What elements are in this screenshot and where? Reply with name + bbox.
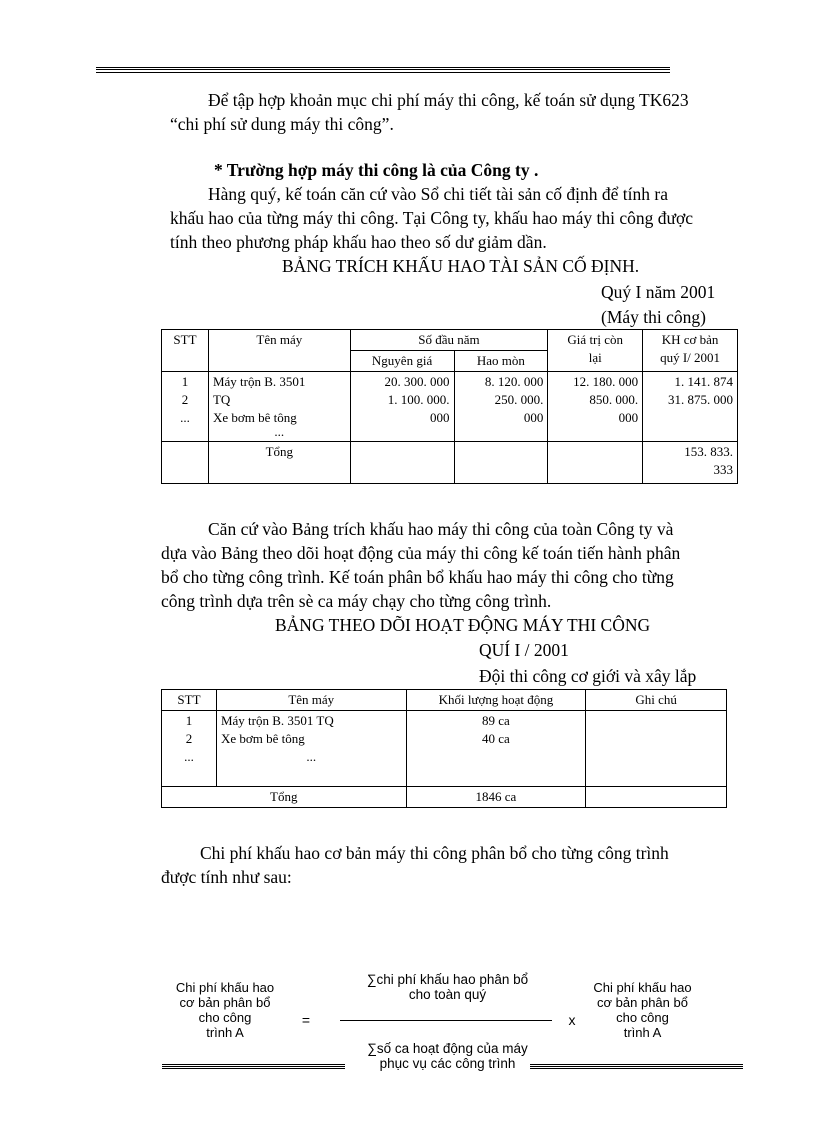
total2-label: Tổng [162,787,407,808]
th2-note: Ghi chú [586,690,727,711]
cell2-name [216,711,406,787]
formula-numerator [345,972,550,1002]
fraction-line [340,1020,552,1021]
name2-3: ... [306,749,317,764]
orig-1: 20. 300. 000 [384,374,450,389]
cell2-volume [406,711,586,787]
th-name: Tên máy [208,330,350,372]
para2-line-3: bổ cho từng công trình. Kế toán phân bổ khấu hao máy thi công cho từng [161,567,674,587]
name2-1: Máy trộn B. 3501 TQ [220,713,334,728]
formula-left [160,980,290,1040]
total-kh-2: 333 [713,462,733,477]
rem-2: 850. 000. [589,392,639,407]
th2-stt: STT [162,690,217,711]
stt2-1: 1 [185,713,193,728]
total-label: Tổng [208,442,350,484]
para2-line-1: Căn cứ vào Bảng trích khấu hao máy thi công của toàn Công ty và [208,519,674,539]
intro-line-2: “chi phí sử dung máy thi công”. [170,114,394,134]
total2-note [586,787,727,808]
formula-left-4: trình A [206,1025,244,1040]
section-para-line-3: tính theo phương pháp khấu hao theo số dư giảm dần. [170,232,547,252]
name-2: TQ [212,392,231,407]
top-rule [96,67,670,73]
bottom-rule-right [530,1064,743,1069]
formula-right [580,980,705,1040]
stt-1: 1 [181,374,189,389]
name-3: Xe bơm bê tông [212,410,297,425]
formula-denominator [345,1041,550,1071]
total-original [350,442,454,484]
cell2-note [586,711,727,787]
wear-3: 000 [523,410,544,425]
section-para-line-1: Hàng quý, kế toán căn cứ vào Sổ chi tiết tài sản cố định để tính ra [208,184,668,204]
formula-right-2: cơ bản phân bổ [597,995,688,1010]
th-kh [643,330,738,372]
th-kh-1: KH cơ bản [661,332,719,347]
formula-num-2: cho toàn quý [408,987,487,1002]
cell-stt [162,372,209,442]
table1-subtitle: (Máy thi công) [601,307,706,327]
formula-num-1: ∑chi phí khấu hao phân bổ [366,972,529,987]
th2-name: Tên máy [216,690,406,711]
cell2-stt [162,711,217,787]
bottom-rule-left [162,1064,345,1069]
formula-left-3: cho công [198,1010,252,1025]
orig-3: 000 [430,410,450,425]
table1-title: BẢNG TRÍCH KHẤU HAO TÀI SẢN CỐ ĐỊNH. [282,256,640,276]
formula-den-1: ∑số ca hoạt động của máy [367,1041,528,1056]
vol2-1: 89 ca [482,713,510,728]
th-remaining-2: lại [588,350,602,365]
table2-title: BẢNG THEO DÕI HOẠT ĐỘNG MÁY THI CÔNG [275,615,651,635]
cell-wear [454,372,548,442]
stt2-3: ... [184,749,194,764]
formula-left-1: Chi phí khấu hao [175,980,275,995]
wear-1: 8. 120. 000 [484,374,544,389]
name-1: Máy trộn B. 3501 [212,374,306,389]
stt2-2: 2 [185,731,193,746]
formula-right-3: cho công [616,1010,669,1025]
table2-period: QUÍ I / 2001 [479,640,569,660]
stt-3: ... [180,410,190,425]
rem-1: 12. 180. 000 [573,374,639,389]
vol2-2: 40 ca [482,731,510,746]
cell-name [208,372,350,442]
para3-line-1: Chi phí khấu hao cơ bản máy thi công phân bổ cho từng công trình [200,843,669,863]
total-wear [454,442,548,484]
table1-period: Quý I năm 2001 [601,282,716,302]
para3-line-2: được tính như sau: [161,867,292,887]
formula-left-2: cơ bản phân bổ [179,995,271,1010]
cell-remaining [548,372,643,442]
th-stt: STT [162,330,209,372]
cell-kh [643,372,738,442]
total-kh [643,442,738,484]
total2-value: 1846 ca [406,787,586,808]
total-remaining [548,442,643,484]
para2-line-4: công trình dựa trên sè ca máy chạy cho từng công trình. [161,591,552,611]
kh-1: 1. 141. 874 [674,374,733,389]
formula-right-4: trình A [623,1025,662,1040]
total-kh-1: 153. 833. [684,444,733,459]
kh-2: 31. 875. 000 [668,392,733,407]
formula-right-1: Chi phí khấu hao [593,980,692,995]
intro-line-1: Để tập hợp khoản mục chi phí máy thi công, kế toán sử dụng TK623 [208,90,689,110]
th-opening: Số đầu năm [350,330,548,351]
cell-original [350,372,454,442]
th2-volume: Khối lượng hoạt động [406,690,586,711]
th-remaining-1: Giá trị còn [567,332,624,347]
table2-unit: Đội thi công cơ giới và xây lắp [479,666,697,686]
name-4: ... [274,424,285,439]
section-heading: * Trường hợp máy thi công là của Công ty . [214,160,539,180]
machine-activity-table [161,689,727,808]
stt-2: 2 [181,392,189,407]
formula-equals: = [301,1012,311,1028]
th-wear: Hao mòn [454,351,548,372]
section-para-line-2: khấu hao của từng máy thi công. Tại Công ty, khấu hao máy thi công được [170,208,693,228]
name2-2: Xe bơm bê tông [220,731,305,746]
th-remaining [548,330,643,372]
th-original: Nguyên giá [350,351,454,372]
th-kh-2: quý I/ 2001 [660,350,721,365]
formula-den-2: phục vụ các công trình [379,1056,516,1071]
total-stt [162,442,209,484]
para2-line-2: dựa vào Bảng theo dõi hoạt động của máy thi công kế toán tiến hành phân [161,543,681,563]
rem-3: 000 [618,410,639,425]
formula-times: x [568,1012,576,1028]
wear-2: 250. 000. [494,392,544,407]
orig-2: 1. 100. 000. [387,392,450,407]
depreciation-table [161,329,738,484]
